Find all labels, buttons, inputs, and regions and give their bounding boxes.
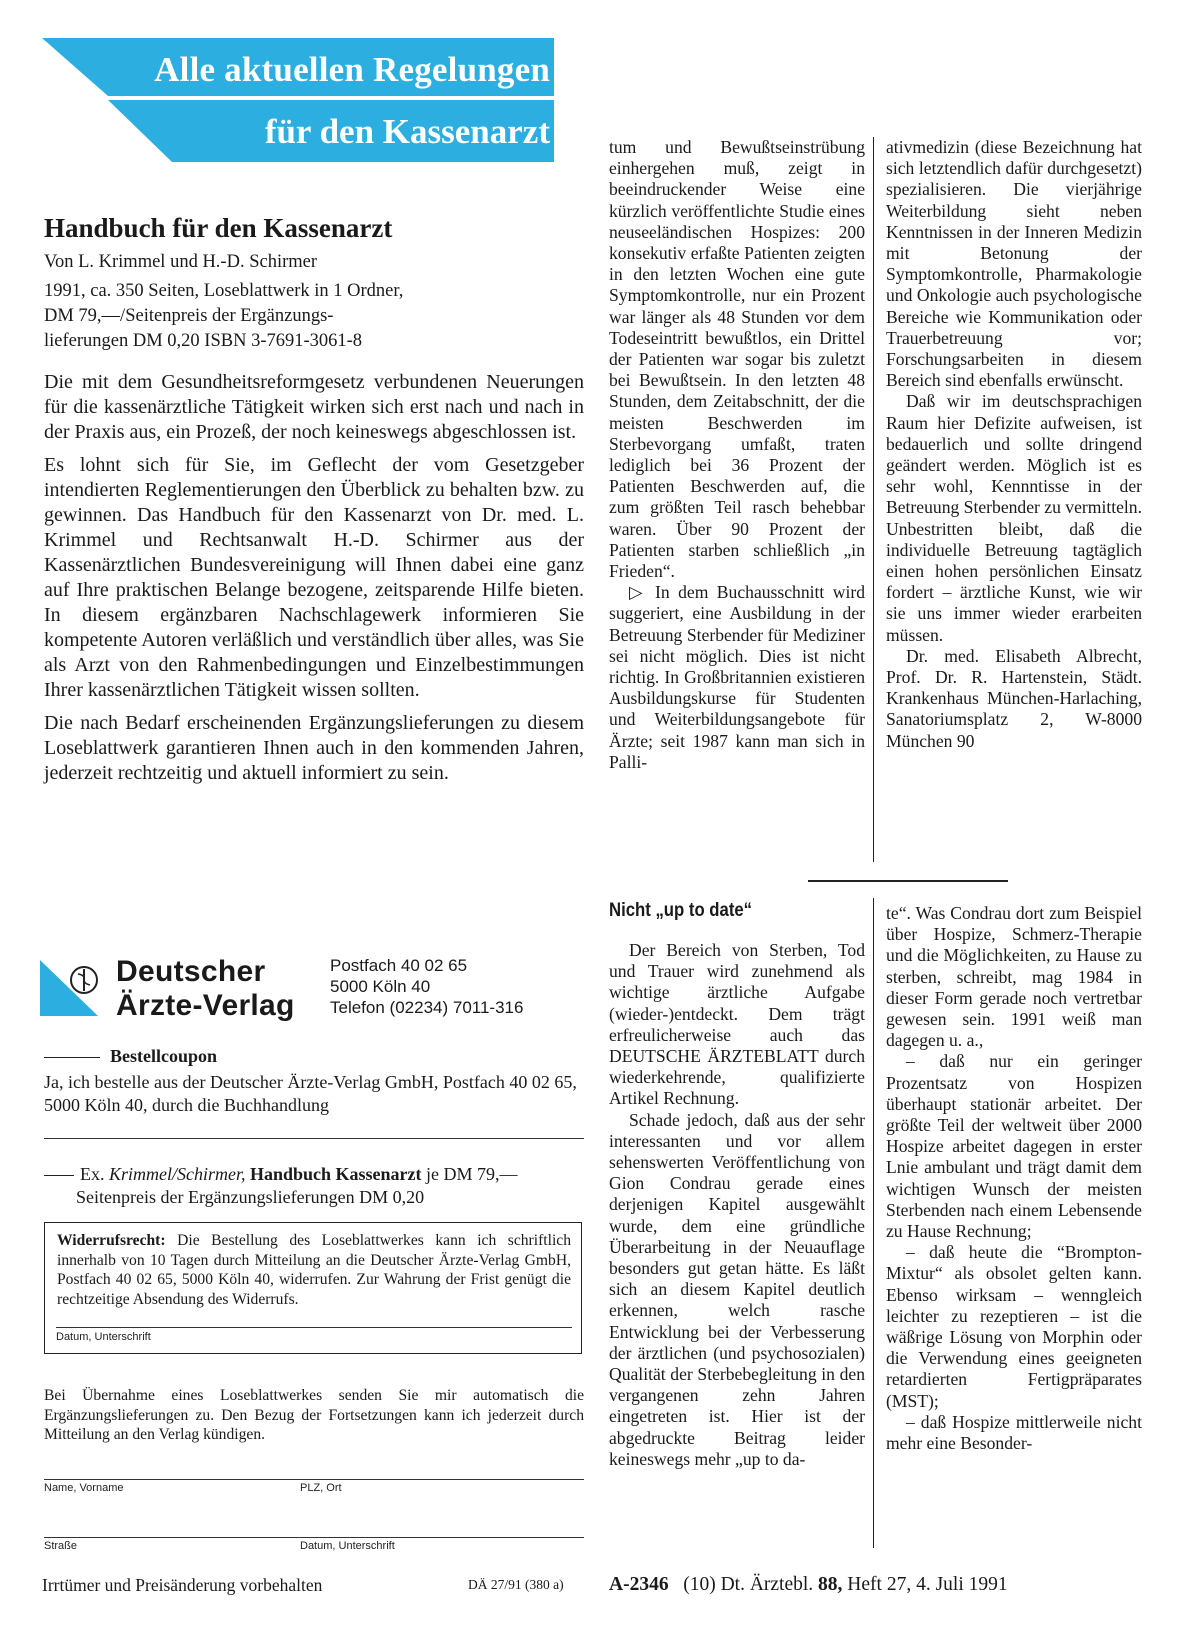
- widerruf-label: Widerrufsrecht:: [57, 1232, 166, 1249]
- title-dash: [44, 1057, 100, 1058]
- ex-line2: Seitenpreis der Ergänzungslieferungen DM 0,20: [76, 1187, 425, 1207]
- ex-price: je DM 79,—: [426, 1164, 518, 1184]
- publisher-phone: Telefon (02234) 7011-316: [330, 998, 524, 1017]
- plz-label: PLZ, Ort: [300, 1482, 342, 1494]
- article-paragraph: – daß heute die “Brompton-Mixtur“ als obsolet gelten kann. Ebenso wirksam – wenngleich leichter zu rezeptieren – ist die wäßrige Lösung von Morphin oder die Verwendung eines geeigneten retardierten Fertigpräparates (MST);: [886, 1242, 1142, 1411]
- journal-volume: 88,: [818, 1574, 843, 1595]
- disclaimer: Irrtümer und Preisänderung vorbehalten: [42, 1575, 323, 1595]
- article-paragraph: Der Bereich von Sterben, Tod und Trauer wird zunehmend als wichtige ärztliche Aufgabe (wieder-)entdeckt. Dem trägt erfreulicherweise auch das DEUTSCHE ÄRZTEBLATT durch wiederkehrende, qualifizierte Artikel Rechnung.: [609, 940, 865, 1109]
- ex-book: Handbuch Kassenarzt: [250, 1164, 422, 1184]
- article-paragraph: Daß wir im deutschsprachigen Raum hier Defizite aufweisen, ist bedauerlich und sollte dringend geändert werden. Möglich ist es sehr wohl, Kennntisse in der Betreuung Sterbender zu vermitteln. Unbestritten bleibt, daß die individuelle Betreuung tagtäglich einen hohen persönlichen Einsatz fordert – ärztliche Kunst, wie wir sie uns immer wieder erarbeiten müssen.: [886, 391, 1143, 645]
- article1-column-b: [886, 137, 1142, 752]
- book-meta-line1: 1991, ca. 350 Seiten, Loseblattwerk in 1 Ordner,: [44, 281, 404, 301]
- publisher-name: [116, 955, 295, 1023]
- description-paragraph: Die nach Bedarf erscheinenden Ergänzungslieferungen zu diesem Loseblattwerk garantieren Ihnen auch in den kommenden Jahren, jederzeit rechtzeitig und aktuell informiert zu sein.: [44, 712, 584, 784]
- name-plz-field[interactable]: [44, 1479, 584, 1480]
- publisher-address: [330, 955, 523, 1018]
- banner-title-line2: für den Kassenarzt: [264, 112, 550, 151]
- ex-authors: Krimmel/Schirmer,: [109, 1164, 246, 1184]
- article2-column-d: [886, 903, 1142, 1454]
- column-divider: [873, 137, 874, 862]
- description-paragraph: Es lohnt sich für Sie, im Geflecht der vom Gesetzgeber intendierten Reglementierungen den Überblick zu behalten bzw. zu gewinnen. Das Handbuch für den Kassenarzt von Dr. med. L. Krimmel und Rechtsanwalt H.-D. Schirmer aus der Kassenärztlichen Bundesvereinigung will Ihnen dabei eine ganz auf Ihre praktischen Belange bezogene, zeitsparende Hilfe bieten. In diesem ergänzbaren Nachschlagewerk informieren Sie kompetente Autoren verläßlich und verständlich über alles, was Sie als Arzt von den Rahmenbedingungen und Einzelbestimmungen Ihrer kassenärztlichen Tätigkeit wissen sollten.: [44, 454, 584, 701]
- street-label: Straße: [44, 1540, 78, 1552]
- article-paragraph: Schade jedoch, daß aus der sehr interessanten und vor allem sehenswerten Veröffentlichung von Gion Condrau gerade eines derjenigen Kapitel ausgewählt wurde, dem eine gründliche Überarbeitung in der Neuauflage besonders gut getan hätte. Es läßt sich an diesem Kapitel deutlich erkennen, welch rasche Entwicklung bei der Verbesserung der ärztlichen (und psychosozialen) Qualität der Sterbebegleitung in den vergangenen zehn Jahren eingetreten ist. Hier ist der abgedruckte Beitrag leider keineswegs mehr „up to da-: [609, 1109, 865, 1469]
- publisher-city: 5000 Köln 40: [330, 977, 431, 996]
- banner-title-line1: Alle aktuellen Regelungen: [154, 50, 550, 89]
- book-description: [44, 370, 584, 794]
- column-divider: [873, 898, 874, 1548]
- article-paragraph: – daß nur ein geringer Prozentsatz von Hospizen überhaupt stationär arbeitet. Der größte Teil der weltweit über 2000 Hospize arbeitet dagegen in erster Lnie ambulant und trägt damit dem wichtigen Wunsch der meisten Sterbenden nach einem Lebensende zu Hause Rechnung;: [886, 1051, 1142, 1242]
- book-authors: Von L. Krimmel und H.-D. Schirmer: [44, 252, 318, 272]
- widerruf-signature-field[interactable]: [56, 1327, 572, 1328]
- article-paragraph: ativmedizin (diese Bezeichnung hat sich letztendlich dafür durchgesetzt) spezialisieren. Die vierjährige Weiterbildung sieht neben Kenntnissen in der Inneren Medizin mit Betonung der Symptomkontrolle, Pharmakologie und Onkologie auch psychologische Bereiche wie Kommunikation oder Trauerbetreuung vor; Forschungsarbeiten in diesem Bereich sind ebenfalls erwünscht.: [886, 137, 1142, 391]
- article-separator: [808, 880, 1008, 882]
- coupon-title-text: Bestellcoupon: [110, 1046, 218, 1066]
- article2-heading: Nicht „up to date“: [609, 900, 753, 921]
- book-meta-line2: DM 79,—/Seitenpreis der Ergänzungs-: [44, 306, 334, 326]
- journal-issue: Heft 27, 4. Juli 1991: [847, 1574, 1008, 1595]
- journal-name: (10) Dt. Ärztebl.: [683, 1574, 814, 1595]
- auto-delivery-text: Bei Übernahme eines Loseblattwerkes senden Sie mir automatisch die Ergänzungslieferungen zu. Den Bezug der Fortsetzungen kann ich jederzeit durch Mitteilung an den Verlag kündigen.: [44, 1387, 584, 1443]
- article-paragraph: ▷ In dem Buchausschnitt wird suggeriert, eine Ausbildung in der Betreuung Sterbender für Mediziner sei nicht möglich. Dies ist nicht richtig. In Großbritannien existieren Ausbildungskurse für Studenten und Weiterbildungsangebote für Ärzte; seit 1987 kann man sich in Palli-: [609, 582, 865, 772]
- article-paragraph: tum und Bewußtseinstrübung einhergehen muß, zeigt in beeindruckender Weise eine kürzlich veröffentlichte Studie eines neuseeländischen Hospizes: 200 konsekutiv erfaßte Patienten zeigten in den letzten Wochen eine gute Symptomkontrolle, nur ein Prozent war länger als 48 Stunden vor dem Todeseintritt bewußtlos, ein Drittel der Patienten war sogar bis zuletzt bei Bewußtsein. In den letzten 48 Stunden, dem Zeitabschnitt, der die meisten Beschwerden im Sterbevorgang umfaßt, traten lediglich bei 36 Prozent der Patienten Beschwerden auf, die zum größten Teil rasch behebbar waren. Über 90 Prozent der Patienten starben schließlich „in Frieden“.: [609, 137, 865, 582]
- bookstore-line[interactable]: [44, 1138, 584, 1139]
- book-title: Handbuch für den Kassenarzt: [44, 213, 393, 243]
- widerruf-text: Die Bestellung des Loseblattwerkes kann ich schriftlich innerhalb von 10 Tagen durch Mitteilung an die Deutscher Ärzte-Verlag GmbH, Postfach 40 02 65, 5000 Köln 40, widerrufen. Zur Wahrung der Frist genügt die rechtzeitige Absendung des Widerrufs.: [57, 1232, 571, 1308]
- description-paragraph: Die mit dem Gesundheitsreformgesetz verbundenen Neuerungen für die kassenärztliche Tätigkeit wirken sich erst nach und nach in der Praxis aus, ein Prozeß, der noch keineswegs abgeschlossen ist.: [44, 371, 584, 443]
- page-footer: [609, 1574, 1008, 1596]
- order-quantity-line: [44, 1163, 589, 1209]
- article2-column-c: [609, 940, 865, 1470]
- article1-column-a: [609, 137, 865, 773]
- ex-prefix: Ex.: [80, 1164, 105, 1184]
- street-date-field[interactable]: [44, 1537, 584, 1538]
- page-number: A-2346: [609, 1574, 669, 1595]
- book-meta-line3: lieferungen DM 0,20 ISBN 3-7691-3061-8: [44, 331, 363, 351]
- quantity-field[interactable]: [44, 1175, 74, 1176]
- article-signature: Dr. med. Elisabeth Albrecht, Prof. Dr. R. Hartenstein, Städt. Krankenhaus München-Harlaching, Sanatoriumsplatz 2, W-8000 München 90: [886, 645, 1142, 751]
- publisher-logo-icon: [40, 958, 108, 1018]
- publisher-name-line1: Deutscher: [116, 955, 266, 988]
- datum-label: Datum, Unterschrift: [300, 1540, 395, 1552]
- book-meta: [44, 250, 589, 354]
- coupon-title: [44, 1046, 580, 1067]
- widerruf-datum-label: Datum, Unterschrift: [56, 1331, 151, 1343]
- article-paragraph: – daß Hospize mittlerweile nicht mehr eine Besonder-: [886, 1411, 1142, 1454]
- article-paragraph: te“. Was Condrau dort zum Beispiel über Hospize, Schmerz-Therapie und die Möglichkeiten, zu Hause zu sterben, schreibt, mag 1984 in dieser Form gerade noch vertretbar gewesen sein. 1991 weiß man dagegen u. a.,: [886, 903, 1142, 1051]
- publisher-name-line2: Ärzte-Verlag: [116, 989, 295, 1022]
- name-label: Name, Vorname: [44, 1482, 124, 1494]
- coupon-order-text: Ja, ich bestelle aus der Deutscher Ärzte-Verlag GmbH, Postfach 40 02 65, 5000 Köln 40, durch die Buchhandlung: [44, 1072, 577, 1115]
- promo-banner: [42, 38, 578, 162]
- ad-code: DÄ 27/91 (380 a): [468, 1577, 564, 1592]
- publisher-postfach: Postfach 40 02 65: [330, 956, 468, 975]
